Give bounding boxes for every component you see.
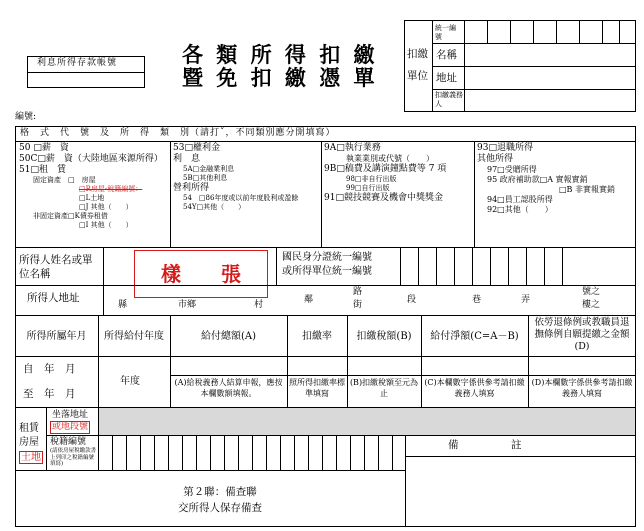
- addr-unit-road: 路: [353, 287, 363, 297]
- col-total-paid: 給付總額(A): [200, 331, 257, 342]
- rental-label-land: 土地: [21, 452, 41, 463]
- note-d: (D)本欄數字係供參考請扣繳義務人填寫: [531, 378, 633, 398]
- remarks-label: 備 註: [448, 439, 522, 451]
- col-net-paid: 給付淨額(C=A－B): [430, 331, 519, 342]
- category-col2: 53□權利金 利 息 5A□金融業利息 5B□其他利息 營利所得 54 □86年度或以前年度股利或盈餘 54Y□其他（ ）: [173, 143, 299, 211]
- savings-account-label: 利息所得存款帳號: [37, 58, 118, 68]
- address-label: 地址: [436, 72, 457, 84]
- uniform-no-label: 統一編號: [435, 24, 456, 41]
- recipient-address-label: 所得人地址: [27, 292, 80, 304]
- col-pay-year: 所得給付年度: [104, 331, 164, 342]
- id-label-line2: 或所得單位統一編號: [282, 266, 372, 277]
- form-title-line2: 暨 免 扣 繳 憑 單: [182, 65, 378, 90]
- addr-unit-neighborhood: 鄰: [304, 295, 314, 305]
- col-year-month: 所得所屬年月: [26, 331, 87, 342]
- category-col4: 93□退職所得 其他所得 97□受贈所得 95 政府補助款□A 實報實銷 □B 非實報實銷 94□員工認股所得 92□其他（ ）: [477, 143, 615, 214]
- sample-stamp: 樣 張: [134, 250, 268, 298]
- addr-unit-city: 市鄉: [178, 300, 197, 310]
- addr-unit-county: 縣: [118, 300, 128, 310]
- withholder-unit-label-bottom: 單位: [407, 70, 428, 82]
- withholder-unit-label-top: 扣繳: [407, 48, 428, 60]
- copy-line2: 交所得人保存備查: [178, 502, 262, 514]
- addr-unit-floor: 樓之: [582, 300, 601, 310]
- addr-unit-street: 街: [353, 300, 363, 310]
- copy-line1: 第２聯：備查聯: [183, 486, 257, 498]
- location-label: 坐落地址: [52, 410, 89, 420]
- to-year-month: 至 年 月: [23, 388, 76, 400]
- from-year-month: 自 年 月: [23, 363, 76, 375]
- id-label-line1: 國民身分證統一編號: [282, 252, 372, 263]
- serial-label: 編號:: [15, 112, 37, 122]
- name-label: 名稱: [436, 49, 457, 61]
- savings-account-divider: [27, 72, 145, 73]
- addr-unit-village: 村: [254, 300, 264, 310]
- tax-no-note: (請依房屋稅繳款書上列印之稅籍編號填寫): [50, 448, 97, 467]
- note-c: (C)本欄數字係供參考請扣繳義務人填寫: [424, 378, 525, 398]
- col-labor-pension: 依勞退條例或教職員退撫條例自願提繳之金額(D): [534, 317, 630, 352]
- note-b: (B)扣繳稅額至元為止: [349, 378, 419, 398]
- rental-label-1: 租賃: [19, 423, 39, 434]
- category-col3: 9A□執行業務 執業業別或代號（ ） 9B□稿費及講演鐘點費等 7 項 98□非自行出版 99□自行出版 91□競技競賽及機會中獎獎金: [324, 143, 447, 203]
- addr-unit-lane: 巷: [472, 295, 482, 305]
- category-header: 格 式 代 號 及 所 得 類 別（請打ˇ，不同類別應分開填寫）: [20, 128, 336, 138]
- addr-unit-alley: 弄: [521, 295, 531, 305]
- note-a: (A)給稅義務人結算申報，應按本欄數額填報。: [174, 378, 283, 398]
- form-title-line1: 各 類 所 得 扣 繳: [182, 42, 378, 67]
- col-rate: 扣繳率: [302, 331, 332, 342]
- rental-location-shaded: [99, 408, 635, 435]
- addr-unit-section: 段: [407, 295, 417, 305]
- tax-no-label: 稅籍編號: [50, 437, 87, 447]
- recipient-name-label: 所得人姓名或單位名稱: [19, 254, 93, 280]
- col-withheld: 扣繳稅額(B): [356, 331, 412, 342]
- rental-label-2: 房屋: [19, 437, 39, 448]
- category-col1: 50 □薪 資 50C□薪 資（大陸地區來源所得） 51□租 賃 固定資產 □ 房屋 □R房屋-稅籍編號： □L土地 □J 其他（ ） 非固定資產□K債券租借 □I 其他（ ）: [19, 143, 163, 229]
- year-suffix: 年度: [120, 376, 140, 387]
- agent-label: 扣繳義務人: [435, 91, 463, 108]
- note-rate: 照所得扣繳率標準填寫: [289, 378, 345, 398]
- location-red: 或地段號: [52, 422, 89, 432]
- addr-unit-no: 號之: [582, 287, 601, 297]
